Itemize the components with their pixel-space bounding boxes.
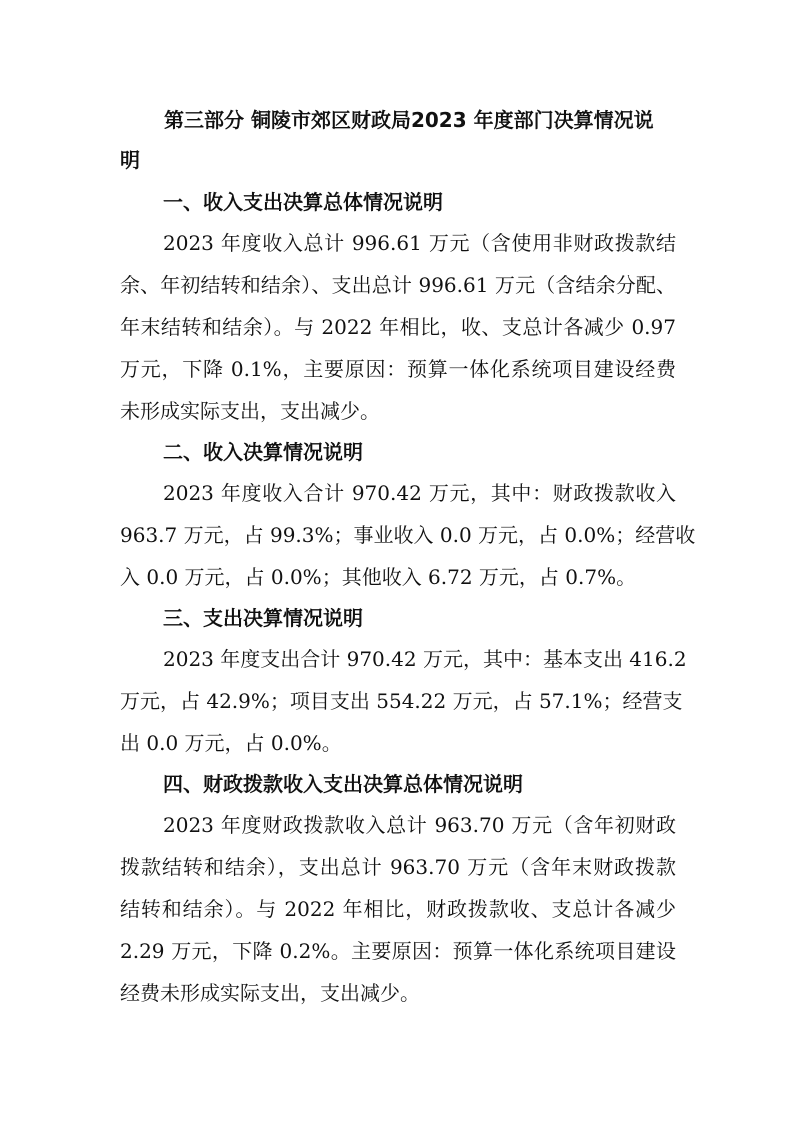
title-line: 第三部分 铜陵市郊区财政局2023 年度部门决算情况说 — [164, 108, 654, 132]
section-heading-1: 一、收入支出决算总体情况说明 — [163, 190, 443, 214]
section-heading-4: 四、财政拨款收入支出决算总体情况说明 — [163, 772, 523, 796]
paragraph-line: 2023 年度支出合计 970.42 万元，其中：基本支出 416.2 — [163, 647, 687, 671]
paragraph-line: 万元，下降 0.1%，主要原因：预算一体化系统项目建设经费 — [120, 357, 676, 381]
paragraph-line: 出 0.0 万元，占 0.0%。 — [120, 731, 342, 755]
paragraph-line: 入 0.0 万元，占 0.0%；其他收入 6.72 万元，占 0.7%。 — [120, 565, 637, 589]
paragraph-line: 963.7 万元，占 99.3%；事业收入 0.0 万元，占 0.0%；经营收 — [120, 523, 696, 547]
section-paragraph-2 — [120, 472, 696, 598]
paragraph-line: 未形成实际支出，支出减少。 — [120, 399, 380, 423]
paragraph-line: 结转和结余）。与 2022 年相比，财政拨款收、支总计各减少 — [120, 897, 676, 921]
section-paragraph-1 — [120, 222, 676, 432]
paragraph-line: 经费未形成实际支出，支出减少。 — [120, 981, 420, 1005]
paragraph-line: 拨款结转和结余），支出总计 963.70 万元（含年末财政拨款 — [120, 855, 676, 879]
paragraph-line: 万元，占 42.9%；项目支出 554.22 万元，占 57.1%；经营支 — [120, 689, 683, 713]
paragraph-line: 2023 年度收入合计 970.42 万元，其中：财政拨款收入 — [163, 481, 676, 505]
paragraph-line: 2.29 万元，下降 0.2%。主要原因：预算一体化系统项目建设 — [120, 939, 676, 963]
section-paragraph-4 — [120, 804, 676, 1014]
section-paragraph-3 — [120, 638, 687, 764]
paragraph-line: 2023 年度财政拨款收入总计 963.70 万元（含年初财政 — [163, 813, 676, 837]
section-heading-2: 二、收入决算情况说明 — [163, 440, 363, 464]
paragraph-line: 2023 年度收入总计 996.61 万元（含使用非财政拨款结 — [163, 231, 676, 255]
paragraph-line: 年末结转和结余）。与 2022 年相比，收、支总计各减少 0.97 — [120, 315, 676, 339]
paragraph-line: 余、年初结转和结余）、支出总计 996.61 万元（含结余分配、 — [120, 273, 676, 297]
document-title — [120, 100, 676, 180]
section-heading-3: 三、支出决算情况说明 — [163, 606, 363, 630]
title-line: 明 — [120, 148, 140, 172]
